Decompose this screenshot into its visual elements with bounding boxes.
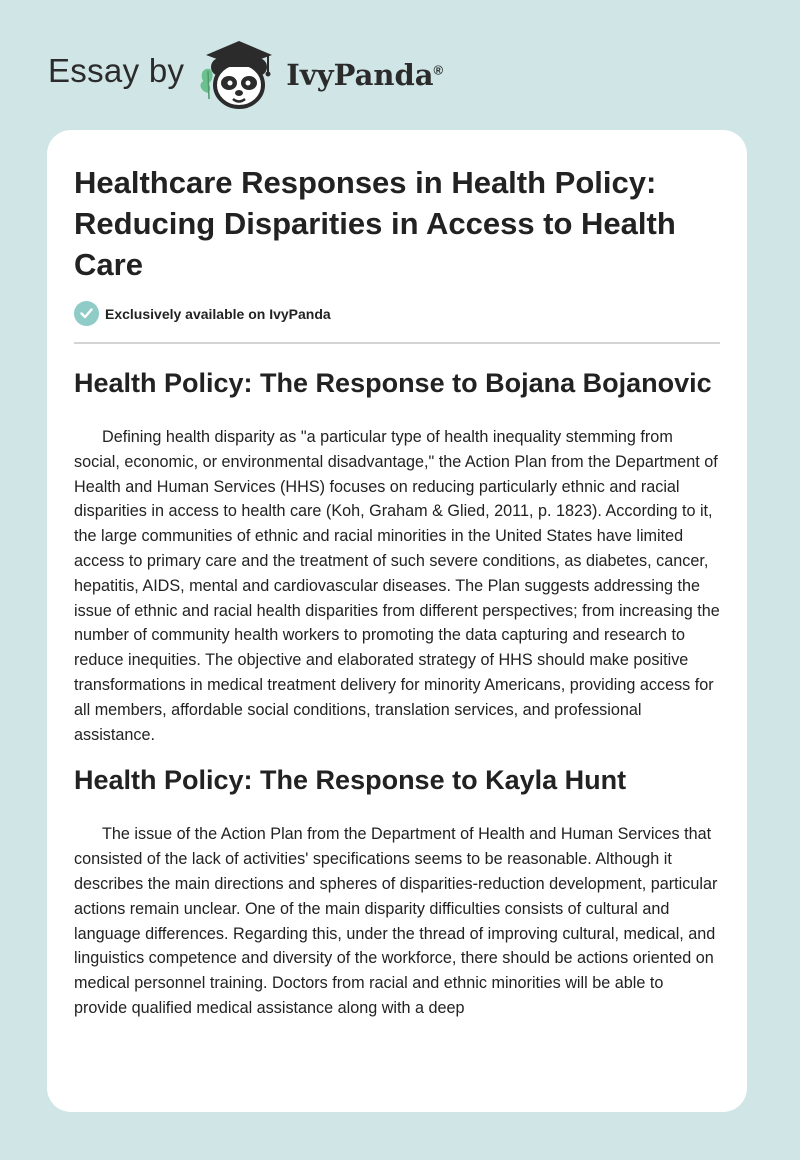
section-heading: Health Policy: The Response to Bojana Bojanovic xyxy=(74,368,712,398)
divider xyxy=(74,342,720,344)
registered-mark: ® xyxy=(433,62,444,78)
section-paragraph: The issue of the Action Plan from the Department of Health and Human Services that consisted of the lack of activities' specifications seems to be reasonable. Although it describes the main directions and spheres of disparities-reduction development, particular actions remain unclear. One of the main disparity difficulties consists of cultural and language differences. Regarding this, under the thread of improving cultural, medical, and linguistics competence and diversity of the workforce, there should be actions oriented on medical personnel training. Doctors from racial and ethnic minorities will be able to provide qualified medical assistance along with a deep xyxy=(74,825,718,1017)
check-icon xyxy=(74,301,99,326)
essay-title: Healthcare Responses in Health Policy: Reducing Disparities in Access to Health Care xyxy=(74,165,676,282)
brand-name[interactable]: IvyPanda® xyxy=(286,58,444,92)
panda-logo-icon[interactable] xyxy=(196,33,278,118)
section-heading: Health Policy: The Response to Kayla Hunt xyxy=(74,765,627,796)
section-paragraph: Defining health disparity as "a particular type of health inequality stemming from social, economic, or environmental disadvantage," the Action Plan from the Department of Health and Human Services (HHS) focuses on reducing particularly ethnic and racial disparities in access to health care (Koh, Graham & Glied, 2011, p. 1823). According to it, the large communities of ethnic and racial minorities in the United States have limited access to primary care and the treatment of such severe conditions, as diabetes, cancer, hepatitis, AIDS, mental and cardiovascular diseases. The Plan suggests addressing the issue of ethnic and racial health disparities from different perspectives; from increasing the number of community health workers to promoting the data capturing and research to reduce inequities. The objective and elaborated strategy of HHS should make positive transformations in medical treatment delivery for minority Americans, providing access for all members, affordable social conditions, translation services, and professional assistance. xyxy=(74,428,720,744)
brand-prefix: Essay by xyxy=(48,52,185,89)
badge-text: Exclusively available on IvyPanda xyxy=(105,305,331,322)
exclusive-badge xyxy=(74,301,720,326)
essay-card xyxy=(47,130,747,1112)
brand-header xyxy=(48,30,548,120)
